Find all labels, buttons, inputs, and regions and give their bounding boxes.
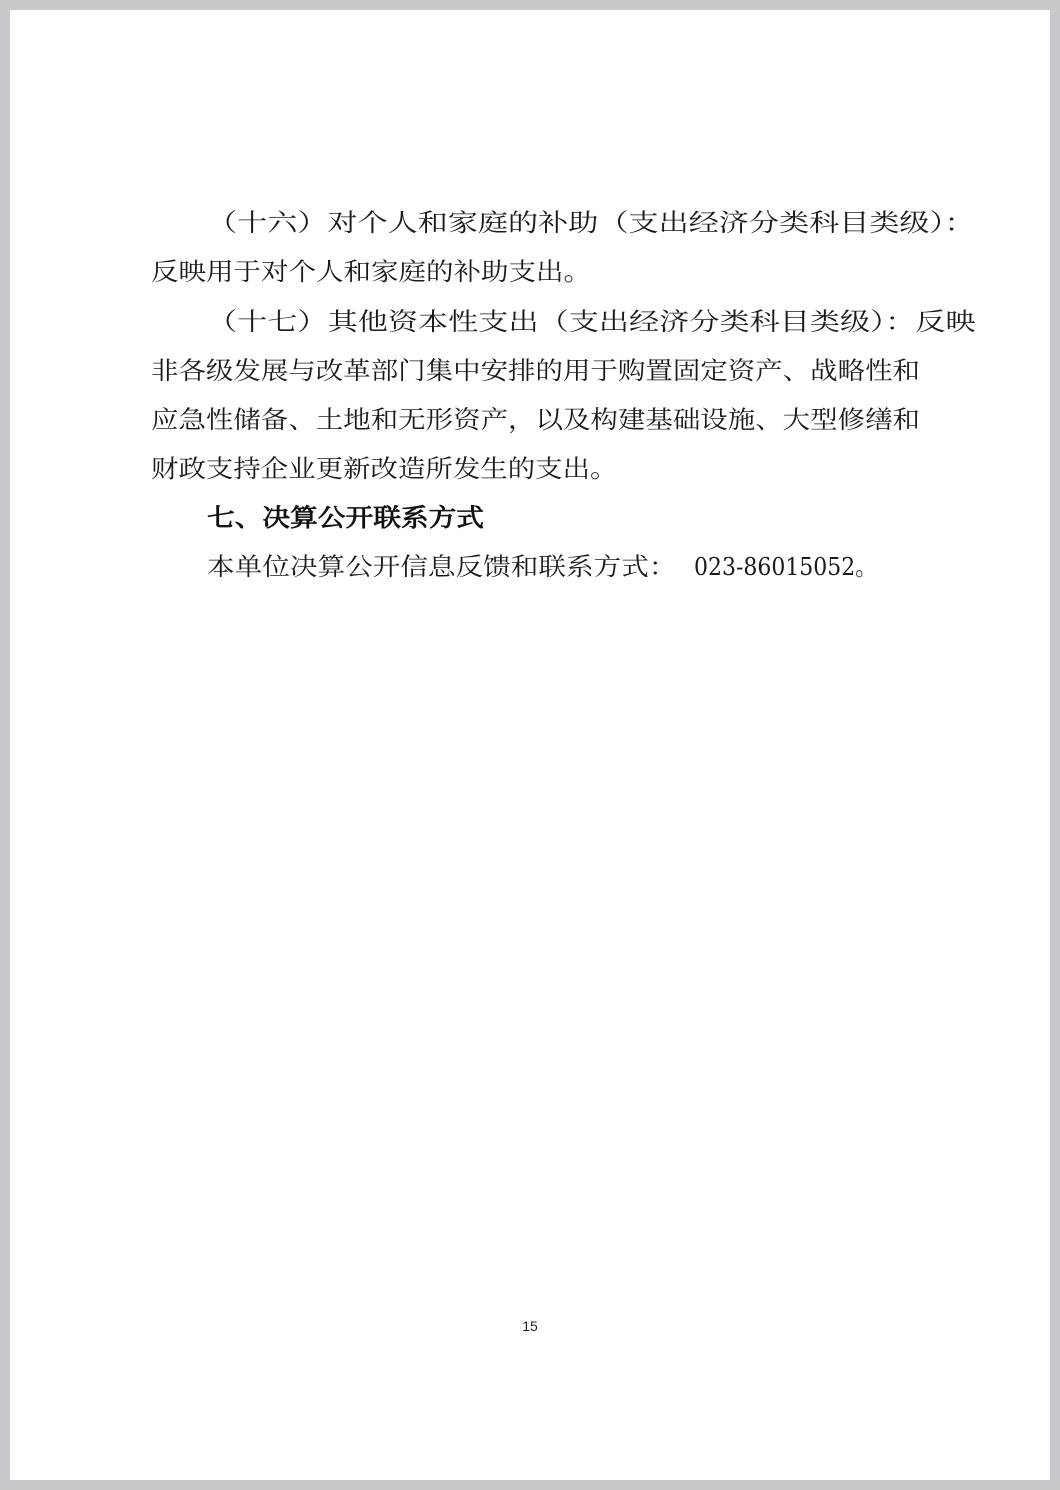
section17-line3: 应急性储备、土地和无形资产，以及构建基础设施、大型修缮和 (151, 405, 920, 434)
section16-line1: （十六）对个人和家庭的补助（支出经济分类科目类级）： (207, 208, 975, 237)
contact-phone: 023-86015052。 (694, 552, 878, 581)
section17-line1: （十七）其他资本性支出（支出经济分类科目类级）：反映 (207, 307, 976, 336)
document-page (10, 10, 1050, 1480)
contact-label: 本单位决算公开信息反馈和联系方式： (207, 552, 677, 581)
section-heading-contact: 七、决算公开联系方式 (207, 503, 484, 532)
section17-line2: 非各级发展与改革部门集中安排的用于购置固定资产、战略性和 (151, 356, 920, 385)
page-number: 15 (522, 1318, 538, 1334)
section17-line4: 财政支持企业更新改造所发生的支出。 (151, 454, 618, 483)
section16-line2: 反映用于对个人和家庭的补助支出。 (151, 257, 591, 286)
